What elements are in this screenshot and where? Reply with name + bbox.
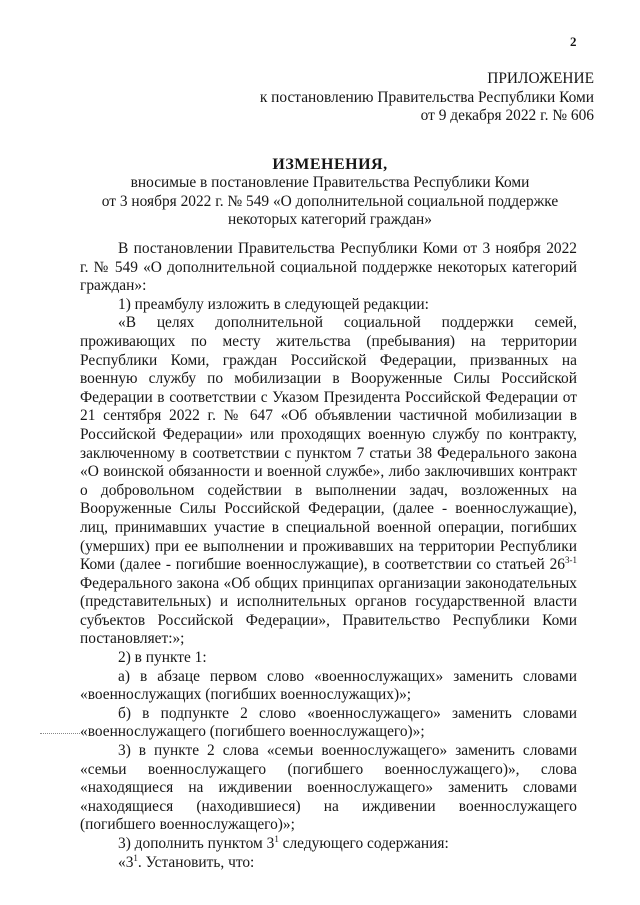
item-3-add-text: 3) дополнить пунктом 3: [118, 835, 275, 852]
preamble-text: «В целях дополнительной социальной поддержки семей, проживающих по месту жительства (пребывания) на территории Республики Коми, граждан Российской Федерации, призванных на военную службу по мобилизации в Вооруженные Силы Российской Федерации в соответствии с Указом Президента Российской Федерации от 21 сентября 2022 г. № 647 «Об объявлении частичной мобилизации в Российской Федерации» или проходящих военную службу по контракту, заключенному в соответствии с пунктом 7 статьи 38 Федерального закона «О воинской обязанности и военной службе», либо заключивших контракт о добровольном содействии в выполнении задач, возложенных на Вооруженные Силы Российской Федерации, (далее - военнослужащие), лиц, принимавших участие в специальной военной операции, погибших (умерших) при ее выполнении и проживавших на территории Республики Коми (далее - погибшие военнослужащие), в соответствии со статьей 26: [80, 314, 577, 574]
paragraph-item-3-add: [80, 835, 577, 854]
paragraph-intro: В постановлении Правительства Республики Коми от 3 ноября 2022 г. № 549 «О дополнительной социальной поддержке некоторых категорий граждан»:: [80, 240, 577, 295]
page-number: 2: [570, 34, 577, 49]
heading-block: [60, 155, 600, 230]
article-superscript: 3-1: [565, 555, 577, 566]
paragraph-preamble: [80, 314, 577, 649]
appendix-line-1: к постановлению Правительства Республики Коми: [259, 88, 594, 106]
paragraph-point-3-1: [80, 854, 577, 873]
paragraph-item-2: 2) в пункте 1:: [118, 649, 207, 667]
paragraph-item-1: 1) преамбулу изложить в следующей редакции:: [118, 295, 429, 313]
appendix-block: [174, 70, 594, 126]
point-3-1-text: «3: [118, 853, 134, 871]
heading-line-3: некоторых категорий граждан»: [228, 211, 432, 229]
appendix-title: ПРИЛОЖЕНИЕ: [487, 70, 594, 87]
margin-dotted-mark: [40, 733, 80, 734]
document-body: [80, 240, 577, 872]
heading-line-1: вносимые в постановление Правительства Республики Коми: [130, 174, 530, 191]
paragraph-item-2a: а) в абзаце первом слово «военнослужащих» заменить словами «военнослужащих (погибших военнослужащих)»;: [80, 667, 577, 704]
paragraph-item-2b: б) в подпункте 2 слово «военнослужащего» заменить словами «военнослужащего (погибшего военнослужащего)»;: [80, 704, 577, 741]
heading-line-2: от 3 ноября 2022 г. № 549 «О дополнительной социальной поддержке: [101, 192, 559, 210]
point-3-1-superscript: 1: [133, 852, 138, 863]
paragraph-item-3: 3) в пункте 2 слова «семьи военнослужащего» заменить словами «семьи военнослужащего (погибшего военнослужащего)», слова «находящиеся на иждивении военнослужащего» заменить словами «находящиеся (находившиеся) на иждивении военнослужащего (погибшего военнослужащего)»;: [80, 742, 577, 834]
preamble-text-end: Федерального закона «Об общих принципах организации законодательных (представительных) и исполнительных органов государственной власти субъектов Российской Федерации», Правительство Республики Коми постановляет:»;: [80, 574, 577, 648]
point-3-1-text-end: . Установить, что:: [137, 853, 255, 871]
point-superscript: 1: [274, 834, 279, 844]
item-3-add-text-end: следующего содержания:: [278, 835, 449, 852]
document-title: ИЗМЕНЕНИЯ,: [272, 156, 388, 173]
appendix-line-2: от 9 декабря 2022 г. № 606: [420, 107, 594, 125]
